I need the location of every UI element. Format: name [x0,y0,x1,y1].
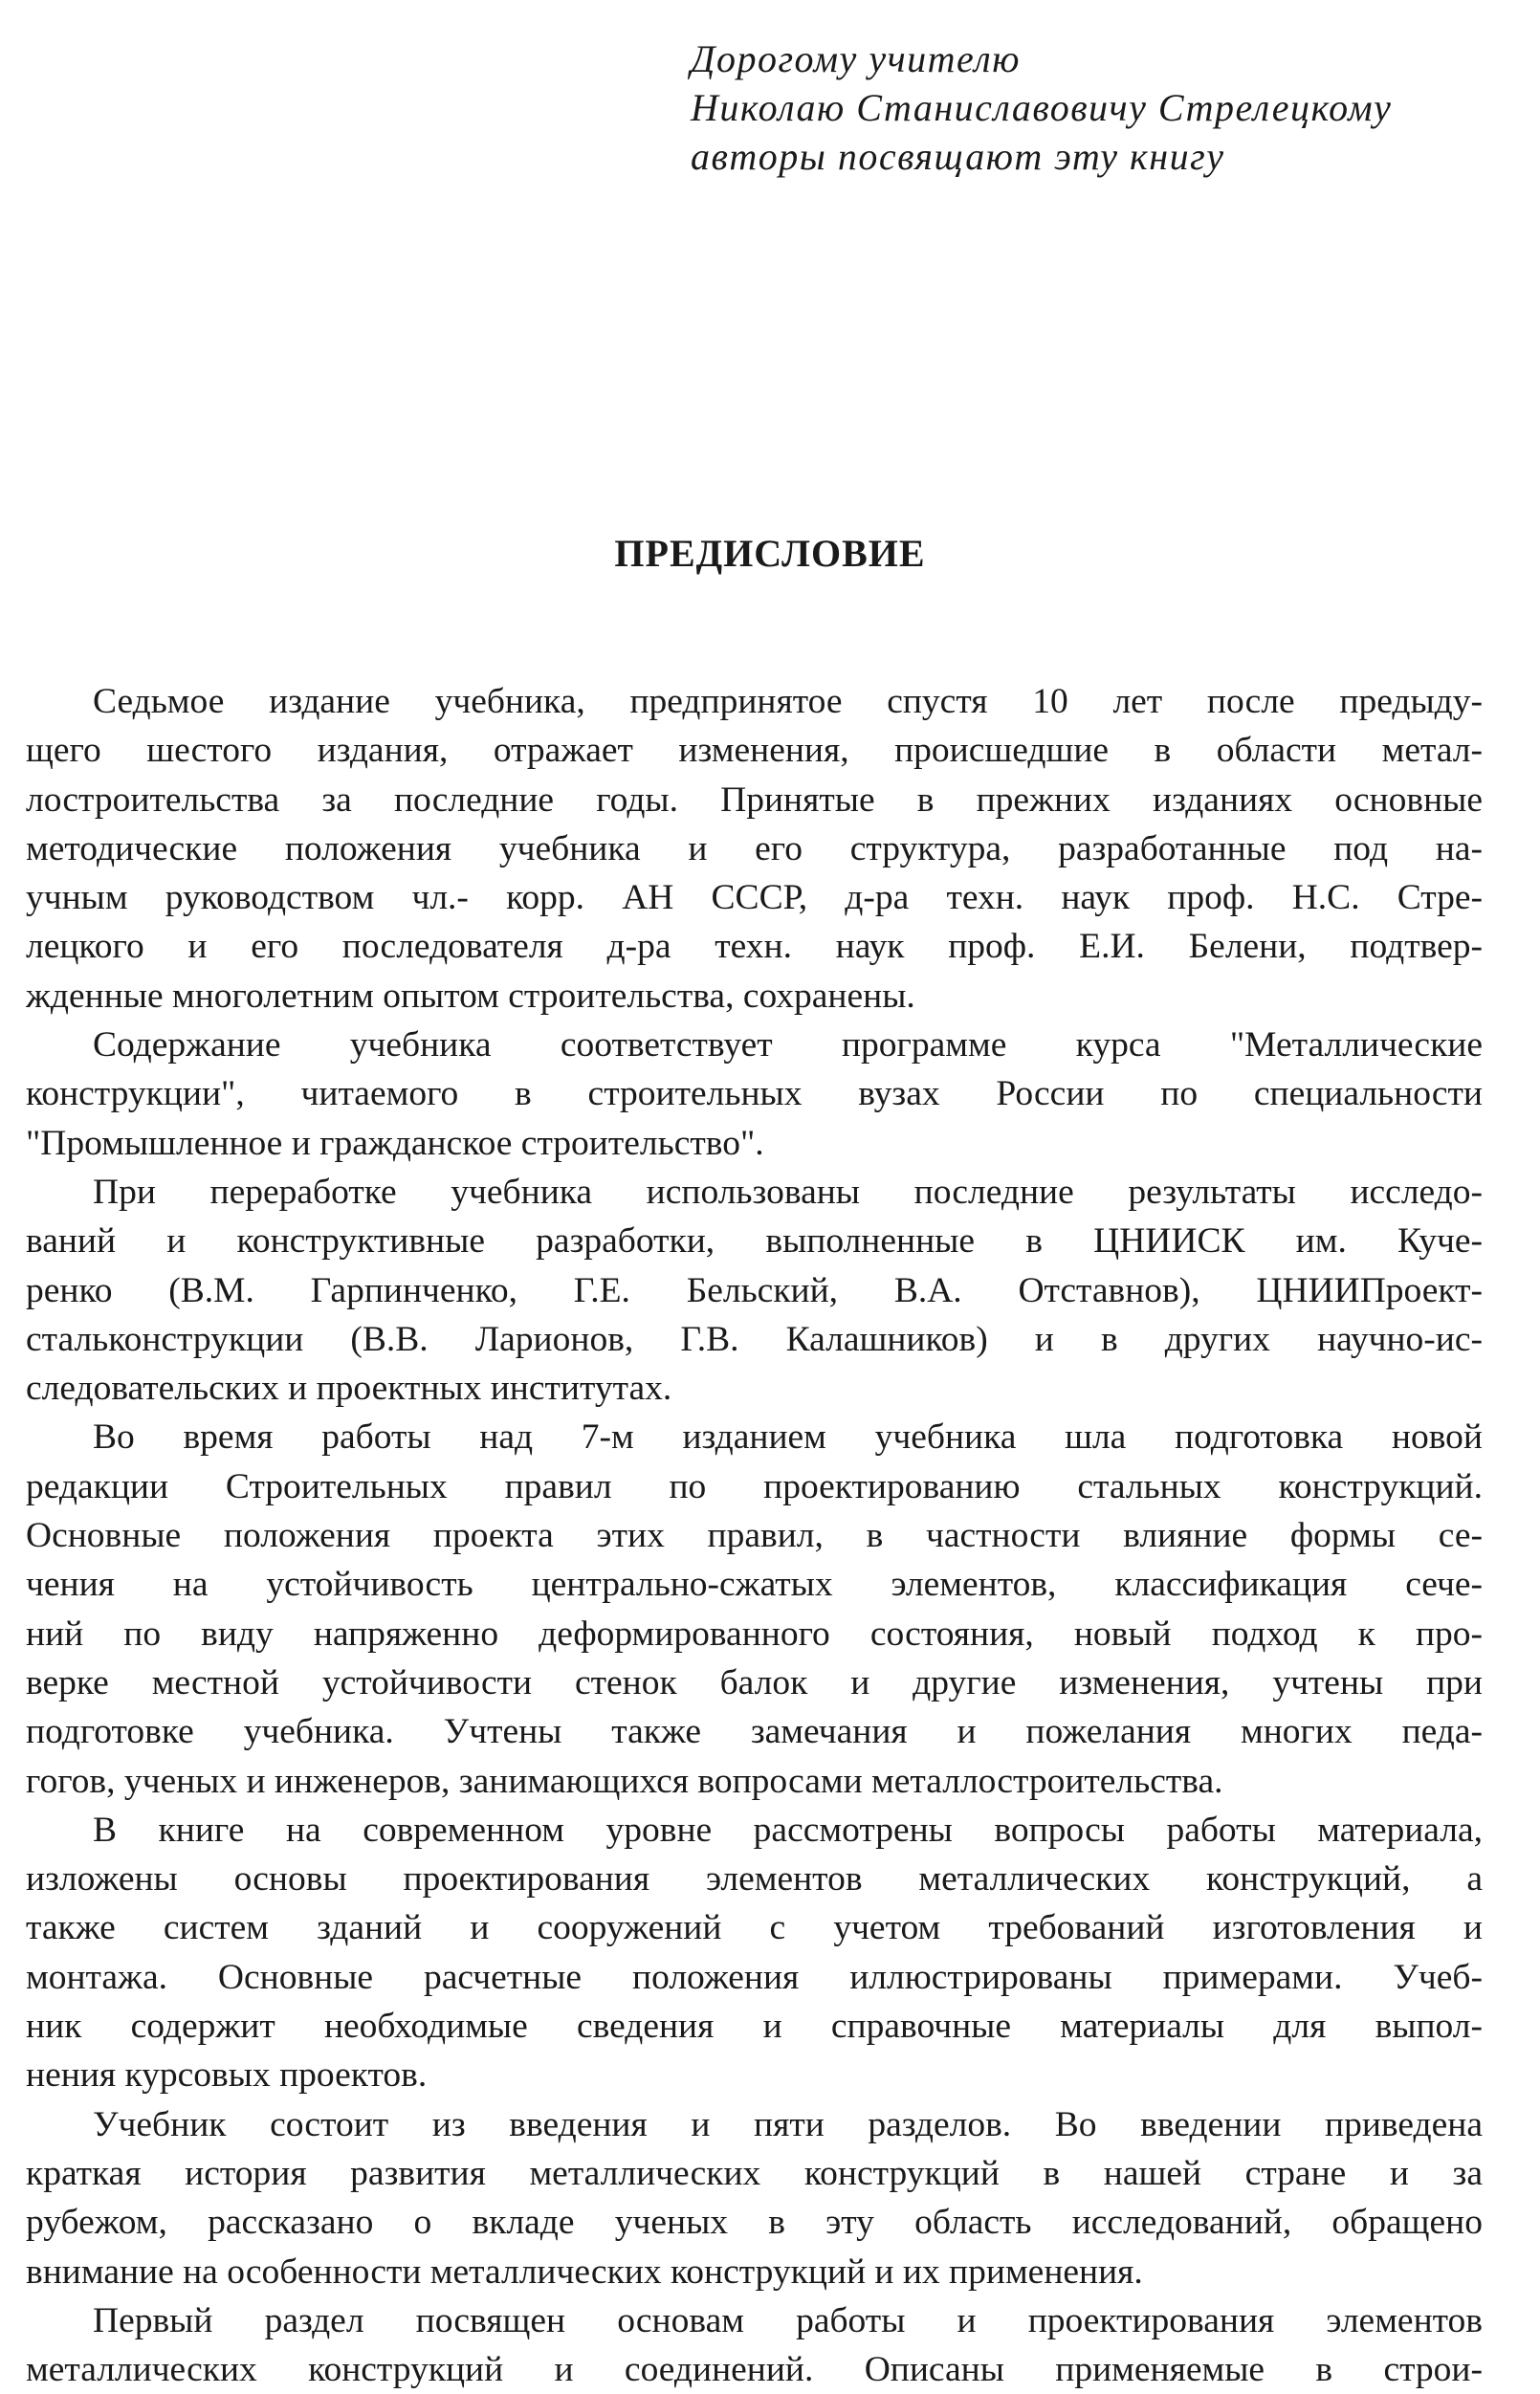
paragraph-line: Во время работы над 7-м изданием учебника шла подготовка новой [93,1417,1483,1458]
dedication [691,34,1513,181]
dedication-line: Дорогому учителю [691,37,1021,80]
paragraph-line: жденные многолетним опытом строительства, сохранены. [26,976,915,1016]
paragraph-line: щего шестого издания, отражает изменения, происшедшие в области метал- [26,731,1483,771]
paragraph-line: учным руководством чл.- корр. АН СССР, д-ра техн. наук проф. Н.С. Стре- [26,878,1483,918]
paragraph-line: методические положения учебника и его структура, разработанные под на- [26,828,1483,868]
paragraph [26,1806,1483,2100]
paragraph [26,2296,1483,2394]
paragraph-line: краткая история развития металлических конструкций в нашей стране и за [26,2153,1483,2193]
dedication-line: Николаю Станиславовичу Стрелецкому [691,86,1393,129]
paragraph-line: конструкции", читаемого в строительных вузах России по специальности [26,1074,1483,1114]
paragraph-line: стальконструкции (В.В. Ларионов, Г.В. Калашников) и в других научно-ис- [26,1319,1483,1359]
paragraph-line: верке местной устойчивости стенок балок и другие изменения, учтены при [26,1662,1483,1702]
paragraph-line: лостроительства за последние годы. Принятые в прежних изданиях основные [26,780,1483,820]
paragraph-line: металлических конструкций и соединений. Описаны применяемые в строи- [26,2350,1483,2390]
paragraph [26,1413,1483,1805]
paragraph-line: В книге на современном уровне рассмотрены вопросы работы материала, [93,1810,1483,1850]
paragraph-line: При переработке учебника использованы последние результаты исследо- [93,1172,1483,1212]
paragraph-line: ренко (В.М. Гарпинченко, Г.Е. Бельский, В.А. Отставнов), ЦНИИПроект- [26,1270,1483,1310]
paragraph-line: подготовке учебника. Учтены также замечания и пожелания многих педа- [26,1712,1483,1752]
paragraph-line: Седьмое издание учебника, предпринятое спустя 10 лет после предыду- [93,682,1483,721]
paragraph [26,2100,1483,2296]
paragraph [26,1168,1483,1413]
paragraph-line: рубежом, рассказано о вкладе ученых в эту область исследований, обращено [26,2203,1483,2243]
paragraph-line: Первый раздел посвящен основам работы и проектирования элементов [93,2300,1483,2340]
paragraph [26,677,1483,1021]
paragraph-line: внимание на особенности металлических конструкций и их применения. [26,2251,1143,2292]
paragraph-line: монтажа. Основные расчетные положения иллюстрированы примерами. Учеб- [26,1957,1483,1997]
dedication-line: авторы посвящают эту книгу [691,135,1225,178]
paragraph-line: Учебник состоит из введения и пяти разделов. Во введении приведена [93,2104,1483,2144]
paragraph-line: ник содержит необходимые сведения и справочные материалы для выпол- [26,2007,1483,2047]
paragraph-line: "Промышленное и гражданское строительство". [26,1123,764,1163]
paragraph-line: Основные положения проекта этих правил, в частности влияние формы се- [26,1516,1483,1556]
paragraph-line: следовательских и проектных институтах. [26,1369,672,1409]
paragraph-line: лецкого и его последователя д-ра техн. наук проф. Е.И. Белени, подтвер- [26,927,1483,967]
paragraph-line: редакции Строительных правил по проектированию стальных конструкций. [26,1466,1483,1506]
paragraph [26,1021,1483,1168]
paragraph-line: ний по виду напряженно деформированного состояния, новый подход к про- [26,1614,1483,1654]
paragraph-line: ваний и конструктивные разработки, выполненные в ЦНИИСК им. Куче- [26,1221,1483,1262]
body-text [26,677,1483,2394]
paragraph-line: также систем зданий и сооружений с учетом требований изготовления и [26,1908,1483,1948]
paragraph-line: изложены основы проектирования элементов металлических конструкций, а [26,1859,1483,1900]
paragraph-line: нения курсовых проектов. [26,2055,428,2096]
page-title: ПРЕДИСЛОВИЕ [614,532,926,575]
paragraph-line: Содержание учебника соответствует программе курса "Металлические [93,1025,1483,1065]
paragraph-line: чения на устойчивость центрально-сжатых элементов, классификация сече- [26,1565,1483,1605]
paragraph-line: гогов, ученых и инженеров, занимающихся вопросами металлостроительства. [26,1761,1223,1801]
